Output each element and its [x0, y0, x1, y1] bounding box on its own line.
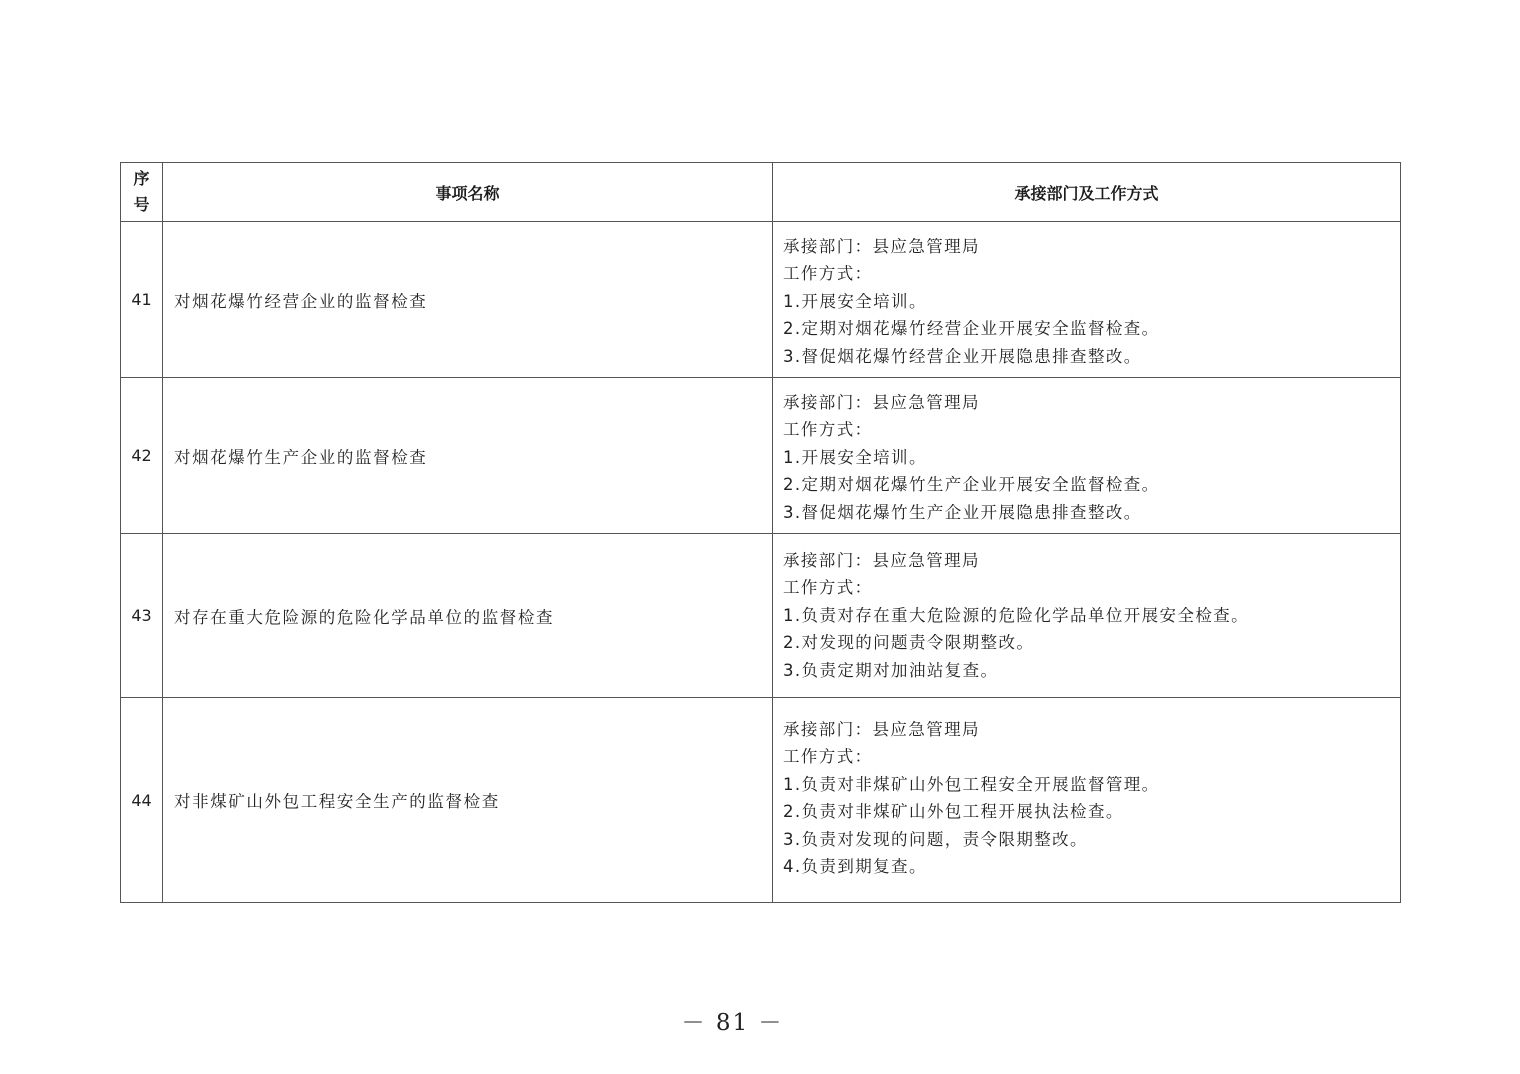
table-row — [121, 698, 1401, 903]
row-seq: 44 — [121, 698, 163, 903]
row-method-cell — [773, 534, 1401, 698]
header-seq — [121, 163, 163, 222]
method-step-line: 2.对发现的问题责令限期整改。 — [783, 633, 1035, 653]
row-item-name: 对非煤矿山外包工程安全生产的监督检查 — [163, 698, 773, 903]
method-step-line: 4.负责到期复查。 — [783, 857, 927, 877]
table-row — [121, 222, 1401, 378]
items-table — [120, 162, 1401, 903]
row-item-name: 对存在重大危险源的危险化学品单位的监督检查 — [163, 534, 773, 698]
page-number: － 81 － — [681, 1010, 784, 1036]
row-seq: 42 — [121, 378, 163, 534]
row-item-name: 对烟花爆竹经营企业的监督检查 — [163, 222, 773, 378]
method-step-line: 3.负责定期对加油站复查。 — [783, 660, 999, 680]
method-label-line: 工作方式： — [783, 264, 873, 284]
method-step-line: 3.督促烟花爆竹生产企业开展隐患排查整改。 — [783, 502, 1142, 522]
row-method-cell — [773, 222, 1401, 378]
row-method-cell — [773, 378, 1401, 534]
header-item-name: 事项名称 — [163, 163, 773, 222]
method-step-line: 3.负责对发现的问题，责令限期整改。 — [783, 829, 1088, 849]
method-label-line: 工作方式： — [783, 420, 873, 440]
row-item-name: 对烟花爆竹生产企业的监督检查 — [163, 378, 773, 534]
method-step-line: 1.负责对存在重大危险源的危险化学品单位开展安全检查。 — [783, 605, 1250, 625]
table-row — [121, 534, 1401, 698]
table-header-row — [121, 163, 1401, 222]
method-department-line: 承接部门：县应急管理局 — [783, 393, 980, 412]
method-step-line: 2.定期对烟花爆竹生产企业开展安全监督检查。 — [783, 475, 1160, 495]
header-seq-line1: 序 — [133, 169, 150, 188]
method-step-line: 1.开展安全培训。 — [783, 291, 927, 311]
method-label-line: 工作方式： — [783, 578, 873, 598]
row-seq: 43 — [121, 534, 163, 698]
method-department-line: 承接部门：县应急管理局 — [783, 237, 980, 256]
method-label-line: 工作方式： — [783, 747, 873, 767]
table-row — [121, 378, 1401, 534]
method-step-line: 3.督促烟花爆竹经营企业开展隐患排查整改。 — [783, 346, 1142, 366]
method-department-line: 承接部门：县应急管理局 — [783, 720, 980, 739]
header-department-method: 承接部门及工作方式 — [773, 163, 1401, 222]
row-seq: 41 — [121, 222, 163, 378]
method-step-line: 1.负责对非煤矿山外包工程安全开展监督管理。 — [783, 774, 1160, 794]
row-method-cell — [773, 698, 1401, 903]
method-step-line: 1.开展安全培训。 — [783, 447, 927, 467]
method-department-line: 承接部门：县应急管理局 — [783, 551, 980, 570]
method-step-line: 2.定期对烟花爆竹经营企业开展安全监督检查。 — [783, 319, 1160, 339]
header-seq-line2: 号 — [133, 195, 150, 214]
method-step-line: 2.负责对非煤矿山外包工程开展执法检查。 — [783, 802, 1124, 822]
